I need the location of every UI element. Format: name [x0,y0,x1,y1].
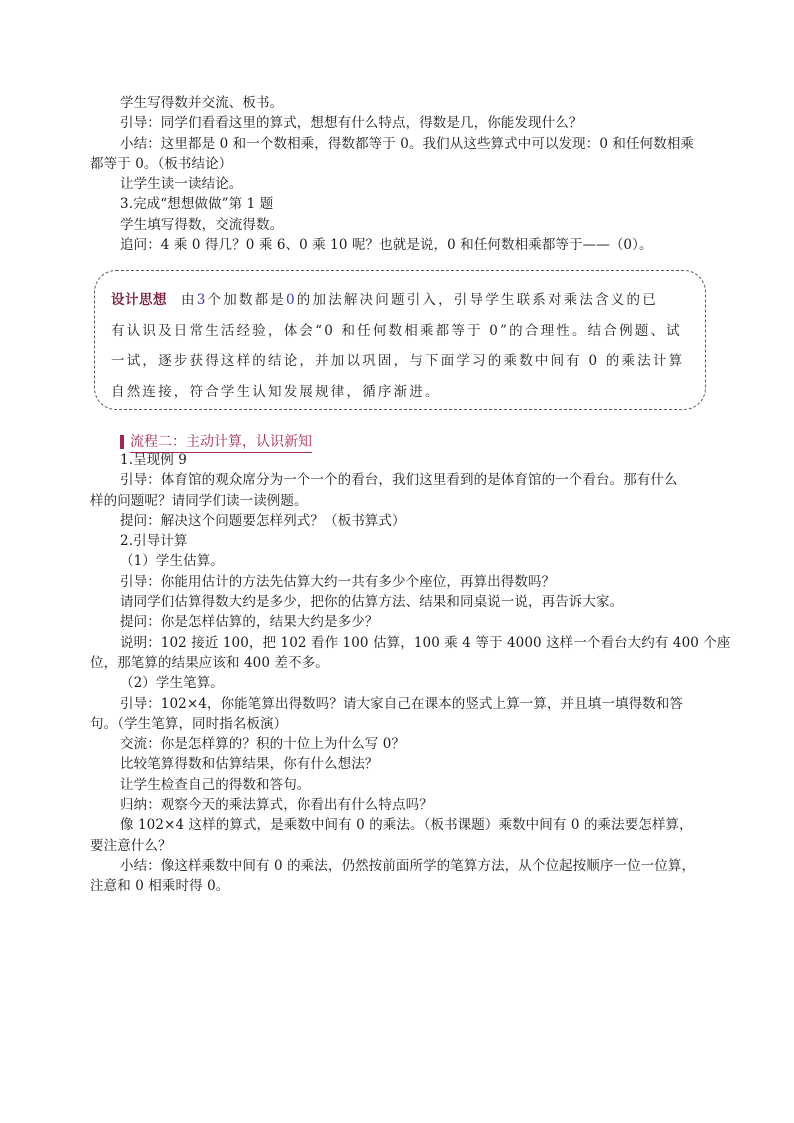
top-text-block [90,93,710,255]
paragraph-line: 追问：4 乘 0 得几？0 乘 6、0 乘 10 呢？也就是说，0 和任何数相乘都等于——（0）。 [120,237,653,254]
paragraph-line: 说明：102 接近 100，把 102 看作 100 估算，100 乘 4 等于 4000 这样一个看台大约有 400 个座 [120,634,731,651]
section-title: 流程二：主动计算，认识新知 [130,431,312,453]
paragraph-line: 比较笔算得数和估算结果，你有什么想法？ [120,756,379,773]
paragraph-line: （1）学生估算。 [120,553,224,570]
design-line-3: 一试，逐步获得这样的结论，并加以巩固，与下面学习的乘数中间有 0 的乘法计算 [111,353,685,369]
design-line-1: 设计思想 由3个加数都是0的加法解决问题引入，引导学生联系对乘法含义的已 [111,292,658,308]
paragraph-line: 提问：解决这个问题要怎样列式？（板书算式） [120,512,406,529]
paragraph-line: 引导：102×4，你能笔算出得数吗？请大家自己在课本的竖式上算一算，并且填一填得数和答 [120,695,683,712]
paragraph-line: 3.完成“想想做做”第 1 题 [120,196,274,213]
paragraph-line: 要注意什么？ [90,837,172,854]
paragraph-line: 引导：体育馆的观众席分为一个一个的看台，我们这里看到的是体育馆的一个看台。那有什么 [120,472,678,489]
paragraph-line: 小结：这里都是 0 和一个数相乘，得数都等于 0。我们从这些算式中可以发现：0 和任何数相乘 [120,135,695,152]
paragraph-line: 归纳：观察今天的乘法算式，你看出有什么特点吗？ [120,797,433,814]
paragraph-line: 提问：你是怎样估算的，结果大约是多少？ [120,614,379,631]
lower-text-block [90,450,731,897]
paragraph-line: 都等于 0。（板书结论） [90,155,233,172]
paragraph-line: 注意和 0 相乘时得 0。 [90,878,230,895]
paragraph-line: 交流：你是怎样算的？积的十位上为什么写 0？ [120,736,406,753]
paragraph-line: 引导：你能用估计的方法先估算大约一共有多少个座位，再算出得数吗？ [120,573,556,590]
paragraph-line: （2）学生笔算。 [120,675,224,692]
paragraph-line: 小结：像这样乘数中间有 0 的乘法，仍然按前面所学的笔算方法，从个位起按顺序一位一位算， [120,857,696,874]
paragraph-line: 让学生读一读结论。 [120,176,243,193]
paragraph-line: 学生填写得数，交流得数。 [120,216,284,233]
section-marker-icon [120,435,124,449]
paragraph-line: 请同学们估算得数大约是多少，把你的估算方法、结果和同桌说一说，再告诉大家。 [120,594,624,611]
design-thought-box [94,270,706,410]
design-label: 设计思想 [111,292,167,308]
design-line-4: 自然连接，符合学生认知发展规律，循序渐进。 [111,383,441,400]
paragraph-line: 学生写得数并交流、板书。 [120,95,284,111]
paragraph-line: 句。（学生笔算，同时指名板演） [90,715,288,732]
paragraph-line: 让学生检查自己的得数和答句。 [120,776,311,793]
paragraph-line: 1.呈现例 9 [120,452,187,468]
paragraph-line: 像 102×4 这样的算式，是乘数中间有 0 的乘法。（板书课题）乘数中间有 0 的乘法要怎样算， [120,817,693,834]
paragraph-line: 样的问题呢？请同学们读一读例题。 [90,492,308,509]
paragraph-line: 引导：同学们看看这里的算式，想想有什么特点，得数是几，你能发现什么？ [120,115,583,132]
paragraph-line: 2.引导计算 [120,533,188,550]
design-line-2: 有认识及日常生活经验，体会“0 和任何数相乘都等于 0”的合理性。结合例题、试 [111,322,682,339]
paragraph-line: 位，那笔算的结果应该和 400 差不多。 [90,654,329,671]
